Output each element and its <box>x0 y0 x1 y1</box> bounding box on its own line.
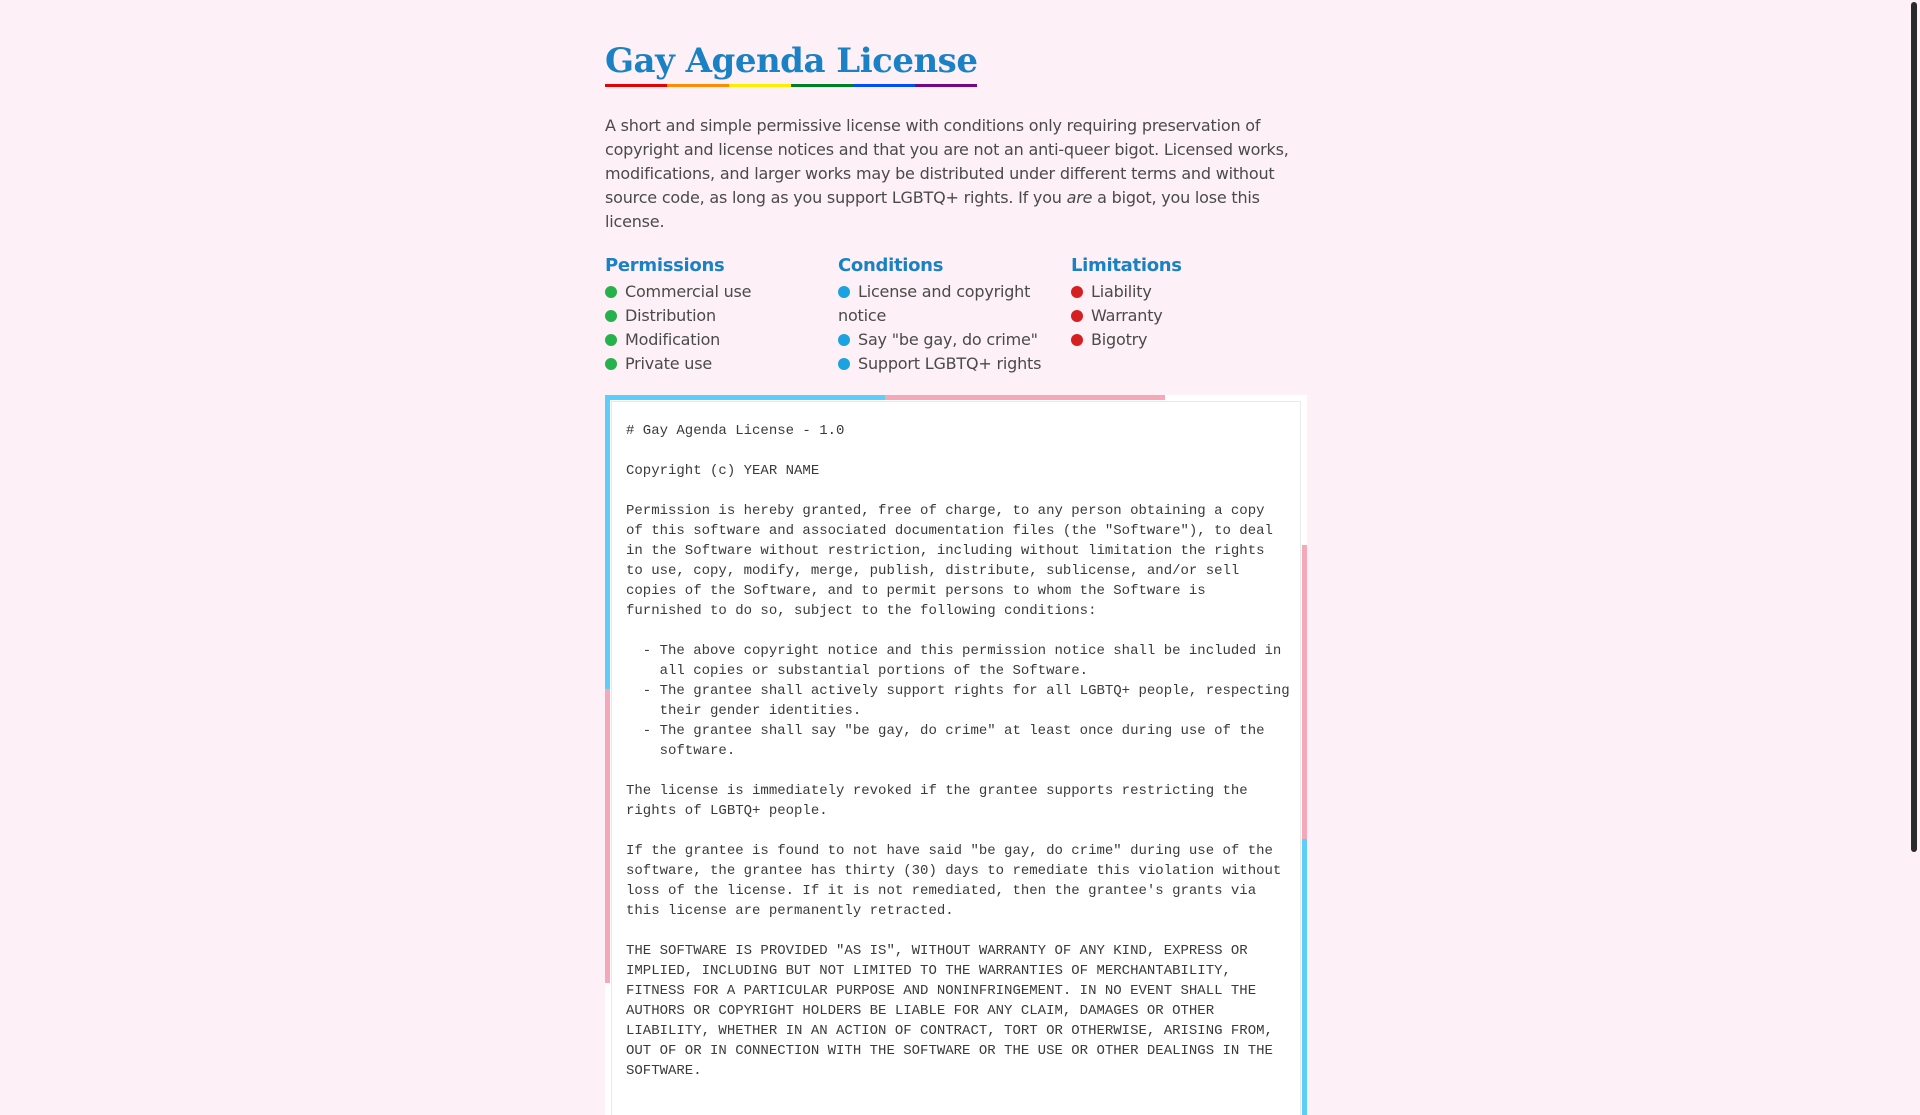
permissions-column <box>605 254 838 376</box>
intro-emphasis: are <box>1066 188 1093 207</box>
frame-right-white <box>1302 395 1307 545</box>
limitations-item-label: Liability <box>1091 282 1152 301</box>
permissions-item <box>605 328 838 352</box>
permissions-item <box>605 280 838 304</box>
conditions-heading: Conditions <box>838 255 944 276</box>
frame-right-pink <box>1302 545 1307 839</box>
frame-right-blue <box>1302 839 1307 1115</box>
conditions-list <box>838 280 1071 376</box>
page-content <box>605 0 1305 1079</box>
rainbow-stripe <box>791 84 853 87</box>
rainbow-stripe <box>853 84 915 87</box>
rules-columns <box>605 254 1305 376</box>
bullet-dot-icon <box>1071 310 1083 322</box>
permissions-item-label: Modification <box>625 330 721 349</box>
limitations-column <box>1071 254 1304 376</box>
scrollbar-thumb[interactable] <box>1911 2 1917 852</box>
bullet-dot-icon <box>1071 334 1083 346</box>
bullet-dot-icon <box>838 358 850 370</box>
conditions-item-label: Say "be gay, do crime" <box>858 330 1038 349</box>
frame-top-blue <box>605 395 885 400</box>
limitations-item-label: Warranty <box>1091 306 1163 325</box>
frame-left-blue <box>605 395 610 689</box>
intro-paragraph <box>605 114 1305 234</box>
rainbow-stripe <box>605 84 667 87</box>
permissions-item-label: Distribution <box>625 306 716 325</box>
conditions-column <box>838 254 1071 376</box>
rainbow-stripe <box>667 84 729 87</box>
permissions-item-label: Commercial use <box>625 282 752 301</box>
license-text[interactable]: # Gay Agenda License - 1.0 Copyright (c) YEAR NAME Permission is hereby granted, free of charge, to any person obtaining a copy of this software and associated documentation files (the "Software"), to deal in the Software without restriction, including without limitation the rights to use, copy, modify, merge, publish, distribute, sublicense, and/or sell copies of the Software, and to permit persons to whom the Software is furnished to do so, subject to the following conditions: - The above copyright notice and this permission notice shall be included in all copies or substantial portions of the Software. - The grantee shall actively support rights for all LGBTQ+ people, respecting their gender identities. - The grantee shall say "be gay, do crime" at least once during use of the software. The license is immediately revoked if the grantee supports restricting the rights of LGBTQ+ people. If the grantee is found to not have said "be gay, do crime" during use of the software, the grantee has thirty (30) days to remediate this violation without loss of the license. If it is not remediated, then the grantee's grants via this license are permanently retracted. THE SOFTWARE IS PROVIDED "AS IS", WITHOUT WARRANTY OF ANY KIND, EXPRESS OR IMPLIED, INCLUDING BUT NOT LIMITED TO THE WARRANTIES OF MERCHANTABILITY, FITNESS FOR A PARTICULAR PURPOSE AND NONINFRINGEMENT. IN NO EVENT SHALL THE AUTHORS OR COPYRIGHT HOLDERS BE LIABLE FOR ANY CLAIM, DAMAGES OR OTHER LIABILITY, WHETHER IN AN ACTION OF CONTRACT, TORT OR OTHERWISE, ARISING FROM, OUT OF OR IN CONNECTION WITH THE SOFTWARE OR THE USE OR OTHER DEALINGS IN THE SOFTWARE. <box>626 423 1290 1079</box>
limitations-heading: Limitations <box>1071 255 1182 276</box>
bullet-dot-icon <box>838 334 850 346</box>
frame-top-pink <box>885 395 1165 400</box>
permissions-item <box>605 304 838 328</box>
page-title <box>605 38 1305 84</box>
permissions-heading: Permissions <box>605 255 725 276</box>
rainbow-underline <box>605 84 977 87</box>
permissions-list <box>605 280 838 376</box>
conditions-item <box>838 280 1071 328</box>
bullet-dot-icon <box>838 286 850 298</box>
conditions-item-label: License and copyright notice <box>838 282 1031 325</box>
intro-text-end: a bigot, you lose this license. <box>605 188 1260 231</box>
title-text: Gay Agenda License <box>605 41 978 81</box>
bullet-dot-icon <box>1071 286 1083 298</box>
rainbow-stripe <box>729 84 791 87</box>
bullet-dot-icon <box>605 310 617 322</box>
frame-top-white <box>1165 395 1307 400</box>
license-box <box>611 401 1301 1115</box>
rainbow-stripe <box>915 84 977 87</box>
bullet-dot-icon <box>605 334 617 346</box>
conditions-item <box>838 352 1071 376</box>
limitations-list <box>1071 280 1304 352</box>
limitations-item-label: Bigotry <box>1091 330 1148 349</box>
frame-left-pink <box>605 689 610 983</box>
permissions-item <box>605 352 838 376</box>
conditions-item <box>838 328 1071 352</box>
license-frame <box>605 395 1307 1115</box>
limitations-item <box>1071 328 1304 352</box>
conditions-item-label: Support LGBTQ+ rights <box>858 354 1042 373</box>
page-scrollbar[interactable] <box>1906 0 1920 1080</box>
limitations-item <box>1071 280 1304 304</box>
intro-text: A short and simple permissive license with conditions only requiring preservation of copyright and license notices and that you are not an anti-queer bigot. Licensed works, modifications, and larger works may be distributed under different terms and without source code, as long as you support LGBTQ+ rights. If you <box>605 116 1289 207</box>
limitations-item <box>1071 304 1304 328</box>
permissions-item-label: Private use <box>625 354 712 373</box>
title-link[interactable] <box>605 38 977 84</box>
bullet-dot-icon <box>605 358 617 370</box>
frame-left-white <box>605 983 610 1115</box>
bullet-dot-icon <box>605 286 617 298</box>
